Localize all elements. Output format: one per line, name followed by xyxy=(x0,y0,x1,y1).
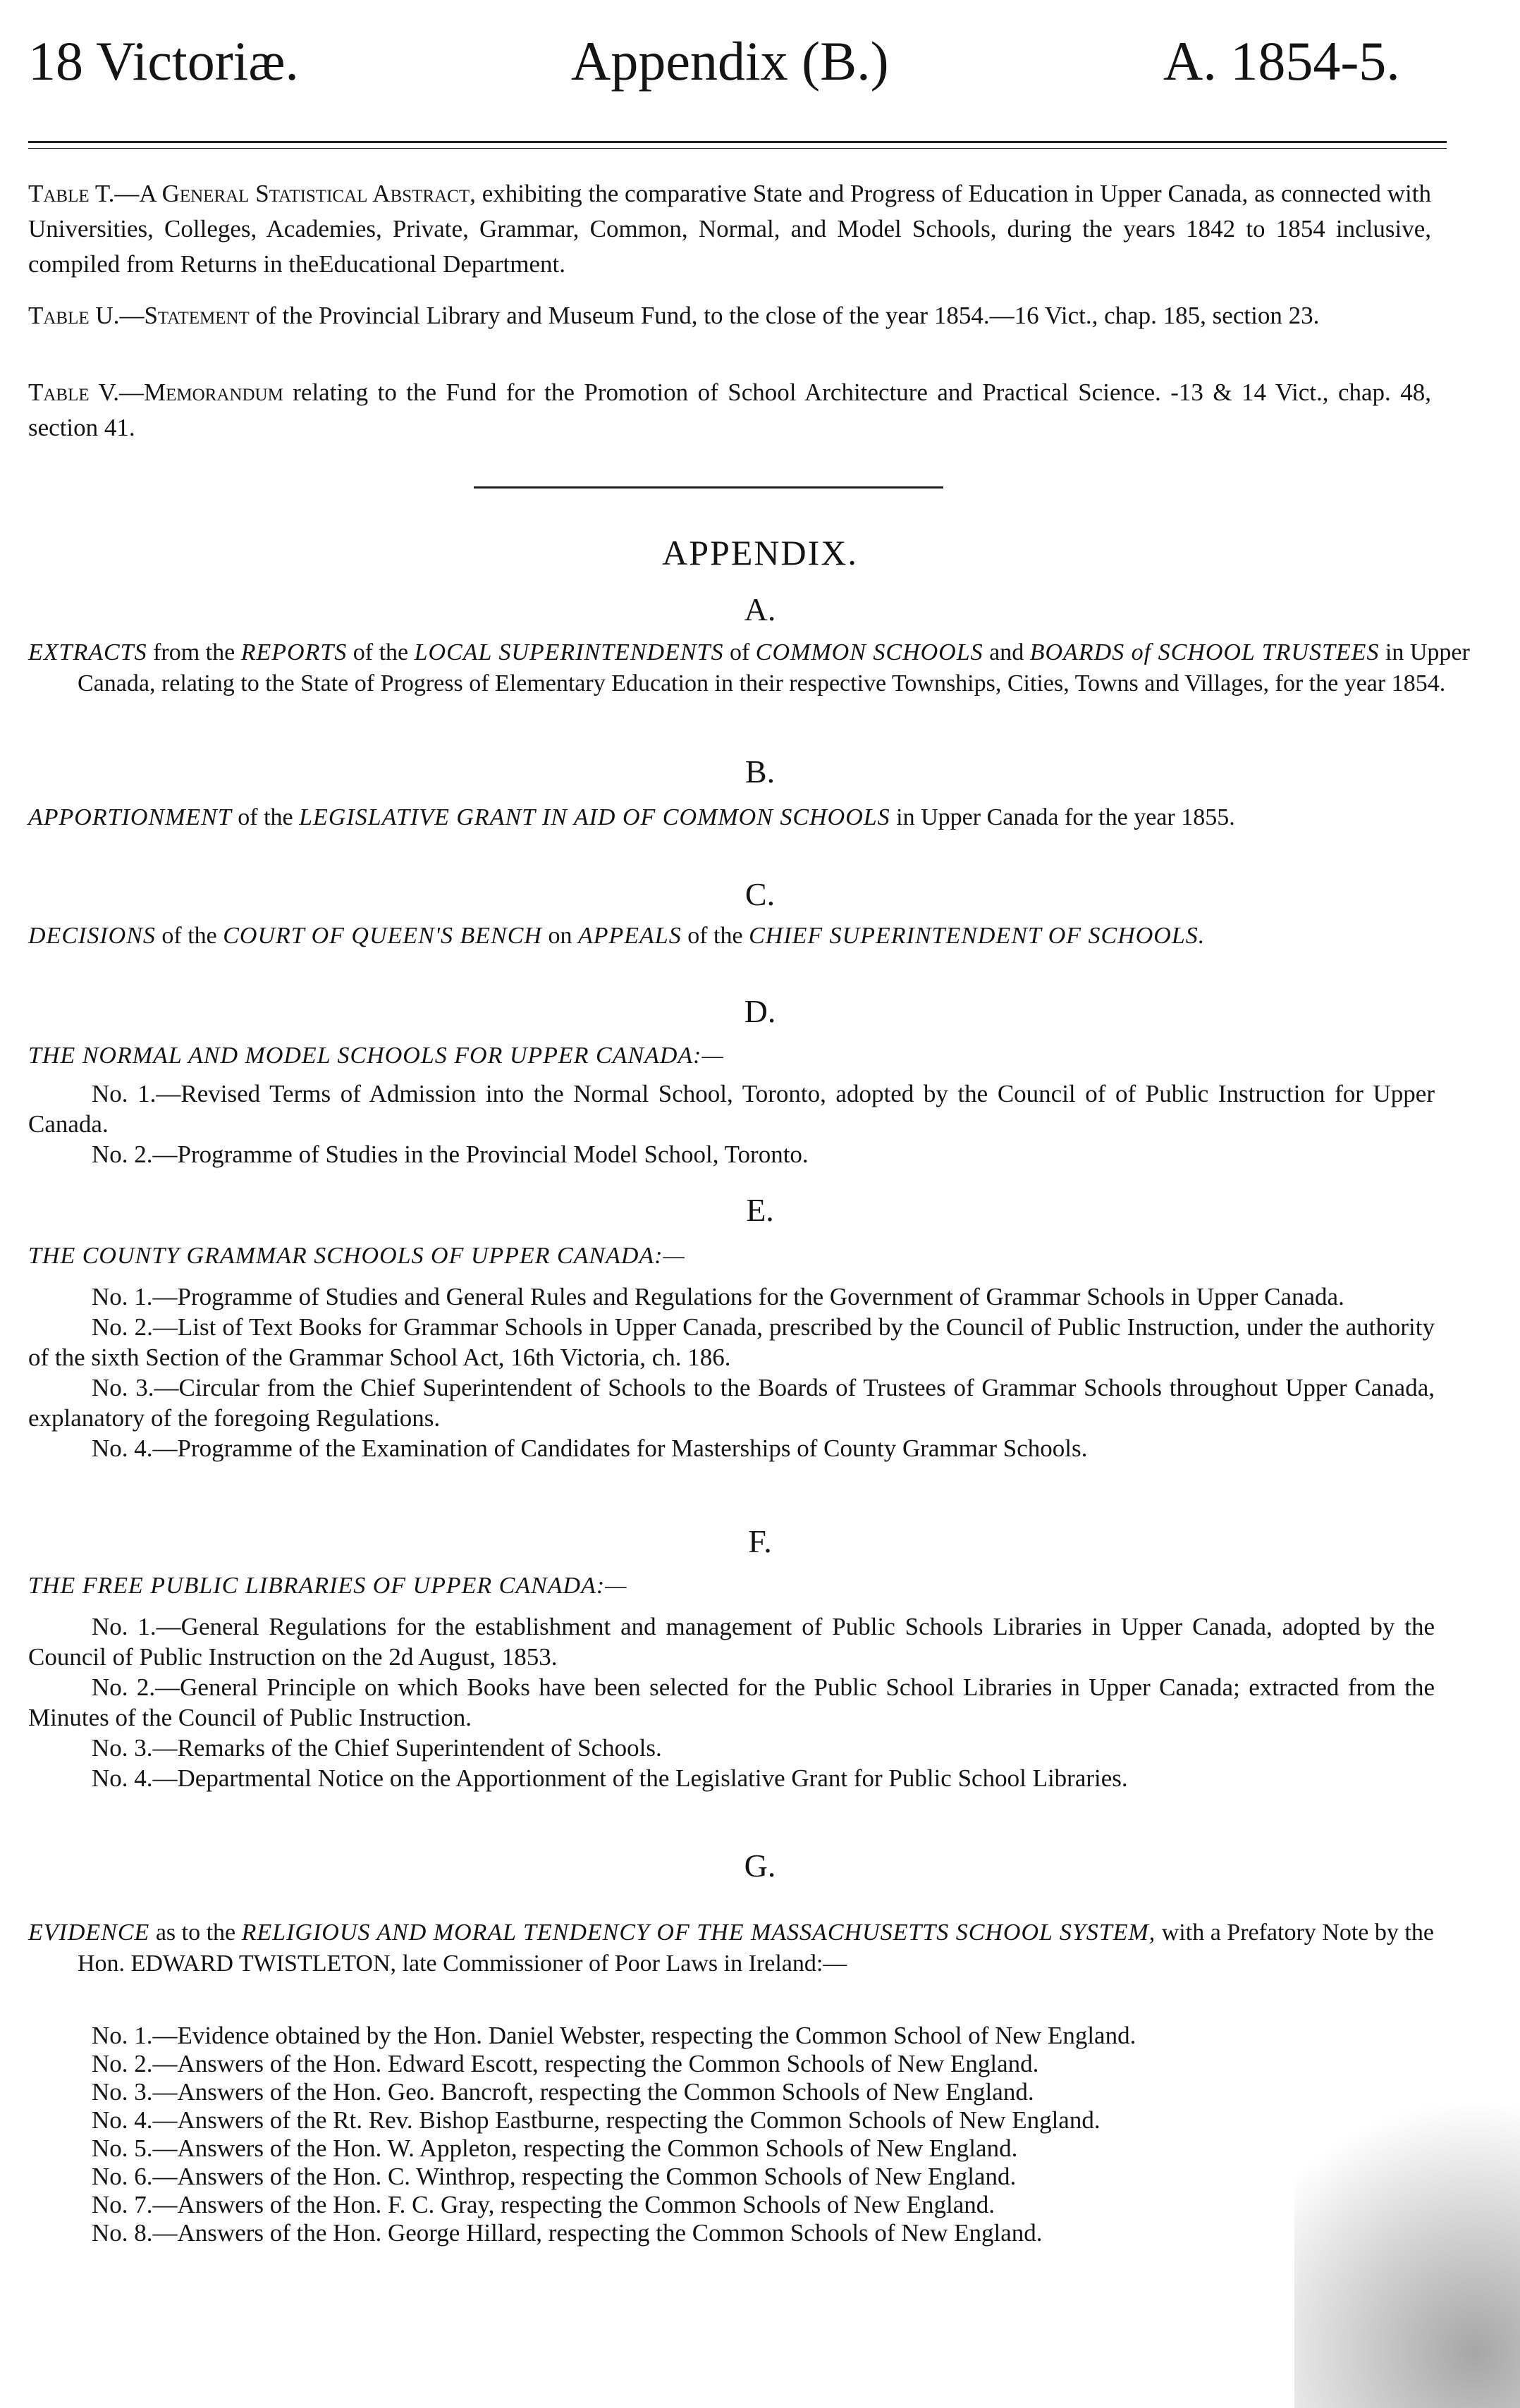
italic-run: RELIGIOUS AND MORAL TENDENCY OF THE MASSACHUSETTS SCHOOL SYSTEM, xyxy=(241,1919,1156,1946)
section-e-items xyxy=(28,1282,1435,1463)
table-t-note: Table T.—A General Statistical Abstract, exhibiting the comparative State and Progress of Education in Upper Canada, as connected with Universities, Colleges, Academies, Private, Grammar, Common, Normal, and Model Schools, during the years 1842 to 1854 inclusive, compiled from Returns in theEducational Department. xyxy=(28,180,1431,278)
section-e-heading: THE COUNTY GRAMMAR SCHOOLS OF UPPER CANADA:— xyxy=(28,1243,685,1269)
section-b-letter: B. xyxy=(744,754,776,790)
header-rule-thin xyxy=(28,148,1447,149)
italic-run: COMMON SCHOOLS xyxy=(755,639,983,665)
italic-run: COURT OF QUEEN'S BENCH xyxy=(223,923,542,949)
text-run: of xyxy=(723,639,756,665)
section-d-letter: D. xyxy=(744,993,776,1029)
table-u-heading: Statement xyxy=(144,302,250,329)
list-item: No. 1.—Evidence obtained by the Hon. Daniel Webster, respecting the Common School of New England. xyxy=(92,2022,1136,2049)
section-c-letter: C. xyxy=(744,876,776,912)
section-c-text xyxy=(28,921,1482,952)
list-item: No. 4.—Answers of the Rt. Rev. Bishop Eastburne, respecting the Common Schools of New England. xyxy=(92,2106,1101,2134)
running-header-center: Appendix (B.) xyxy=(571,30,889,92)
text-run: and xyxy=(983,639,1030,665)
list-item: No. 2.—Programme of Studies in the Provincial Model School, Toronto. xyxy=(92,1141,809,1168)
table-u-note: Table U.—Statement of the Provincial Library and Museum Fund, to the close of the year 1854.—16 Vict., chap. 185, section 23. xyxy=(28,302,1320,329)
section-f-items xyxy=(28,1611,1435,1793)
table-t-heading: A General Statistical Abstract, xyxy=(139,180,476,207)
list-item: No. 2.—Answers of the Hon. Edward Escott, respecting the Common Schools of New England. xyxy=(92,2050,1039,2077)
list-item: No. 5.—Answers of the Hon. W. Appleton, respecting the Common Schools of New England. xyxy=(92,2134,1018,2162)
list-item: No. 4.—Programme of the Examination of Candidates for Masterships of County Grammar Schools. xyxy=(92,1435,1088,1462)
text-run: of the xyxy=(231,804,300,830)
text-run: from the xyxy=(147,639,241,665)
list-item: No. 8.—Answers of the Hon. George Hillard, respecting the Common Schools of New England. xyxy=(92,2219,1043,2247)
italic-run: APPORTIONMENT xyxy=(28,804,232,830)
italic-run: LEGISLATIVE GRANT IN AID OF COMMON SCHOOLS xyxy=(299,804,890,830)
italic-run: REPORTS xyxy=(240,639,348,665)
section-b-text xyxy=(28,802,1482,833)
table-t-body: exhibiting the comparative State and Progress of Education in Upper Canada, as connected with Universities, Colleges, Academies, Private, Grammar, Common, Normal, and Model Schools, during the years 1842 to 1854 inclusive, compiled from Returns in theEducational Department. xyxy=(28,180,1431,278)
text-run: on xyxy=(541,923,578,949)
list-item: No. 3.—Remarks of the Chief Superintendent of Schools. xyxy=(92,1734,662,1762)
italic-run: DECISIONS xyxy=(28,923,156,949)
text-run: in Upper Canada for the year 1855. xyxy=(890,804,1235,830)
section-a-text xyxy=(28,637,1482,699)
text-run: of the xyxy=(681,923,749,949)
list-item: No. 1.—Revised Terms of Admission into the Normal School, Toronto, adopted by the Council of of Public Instruction for Upper Canada. xyxy=(28,1080,1435,1138)
table-v-heading: Memorandum xyxy=(144,379,283,406)
list-item: No. 3.—Circular from the Chief Superintendent of Schools to the Boards of Trustees of Grammar Schools throughout Upper Canada, explanatory of the foregoing Regulations. xyxy=(28,1374,1435,1432)
table-v-name: Table V. xyxy=(28,379,119,406)
list-item: No. 2.—General Principle on which Books have been selected for the Public School Libraries in Upper Canada; extracted from the Minutes of the Council of Public Instruction. xyxy=(28,1673,1435,1731)
section-e-letter: E. xyxy=(746,1192,774,1228)
section-g-text xyxy=(28,1917,1482,1979)
text-run: in Upper Canada, relating to the State of Progress of Elementary Education in their respective Townships, Cities, Towns and Villages, for the year 1854. xyxy=(78,639,1470,696)
list-item: No. 3.—Answers of the Hon. Geo. Bancroft, respecting the Common Schools of New England. xyxy=(92,2078,1034,2106)
italic-run: EVIDENCE xyxy=(28,1919,150,1946)
section-f-letter: F. xyxy=(748,1523,772,1559)
italic-run: EXTRACTS xyxy=(28,639,147,665)
section-d-items xyxy=(28,1079,1435,1169)
running-header-left: 18 Victoriæ. xyxy=(28,30,299,92)
list-item: No. 1.—General Regulations for the establishment and management of Public Schools Libraries in Upper Canada, adopted by the Council of Public Instruction on the 2d August, 1853. xyxy=(28,1613,1435,1671)
italic-run: BOARDS of SCHOOL TRUSTEES xyxy=(1029,639,1380,665)
section-g-letter: G. xyxy=(744,1848,776,1884)
table-v-body: relating to the Fund for the Promotion of School Architecture and Practical Science. -13 & 14 Vict., chap. 48, section 41. xyxy=(28,379,1431,441)
table-u-body: of the Provincial Library and Museum Fund, to the close of the year 1854.—16 Vict., chap. 185, section 23. xyxy=(249,302,1320,329)
text-run: with a Prefatory Note by the Hon. EDWARD TWISTLETON, late Commissioner of Poor Laws in Ireland:— xyxy=(78,1919,1434,1977)
section-a-letter: A. xyxy=(744,591,776,627)
list-item: No. 4.—Departmental Notice on the Apportionment of the Legislative Grant for Public School Libraries. xyxy=(92,1764,1128,1792)
italic-run: CHIEF SUPERINTENDENT OF SCHOOLS. xyxy=(749,923,1206,949)
section-d-heading: THE NORMAL AND MODEL SCHOOLS FOR UPPER CANADA:— xyxy=(28,1043,724,1069)
list-item: No. 1.—Programme of Studies and General Rules and Regulations for the Government of Grammar Schools in Upper Canada. xyxy=(92,1283,1344,1310)
section-divider-rule xyxy=(474,486,943,489)
list-item: No. 2.—List of Text Books for Grammar Schools in Upper Canada, prescribed by the Council of Public Instruction, under the authority of the sixth Section of the Grammar School Act, 16th Victoria, ch. 186. xyxy=(28,1313,1435,1371)
table-v-note: Table V.—Memorandum relating to the Fund for the Promotion of School Architecture and Practical Science. -13 & 14 Vict., chap. 48, section 41. xyxy=(28,379,1431,441)
list-item: No. 6.—Answers of the Hon. C. Winthrop, respecting the Common Schools of New England. xyxy=(92,2163,1017,2190)
italic-run: APPEALS xyxy=(577,923,682,949)
text-run: of the xyxy=(347,639,415,665)
appendix-title: APPENDIX. xyxy=(662,533,858,572)
header-rule xyxy=(28,141,1447,143)
section-f-heading: THE FREE PUBLIC LIBRARIES OF UPPER CANADA:— xyxy=(28,1573,627,1599)
text-run: of the xyxy=(155,923,223,949)
table-t-name: Table T. xyxy=(28,180,115,207)
italic-run: LOCAL SUPERINTENDENTS xyxy=(414,639,724,665)
running-header-right: A. 1854-5. xyxy=(1163,30,1400,92)
list-item: No. 7.—Answers of the Hon. F. C. Gray, respecting the Common Schools of New England. xyxy=(92,2191,995,2218)
table-u-name: Table U. xyxy=(28,302,120,329)
text-run: as to the xyxy=(149,1919,242,1946)
section-g-items xyxy=(28,2022,1438,2247)
